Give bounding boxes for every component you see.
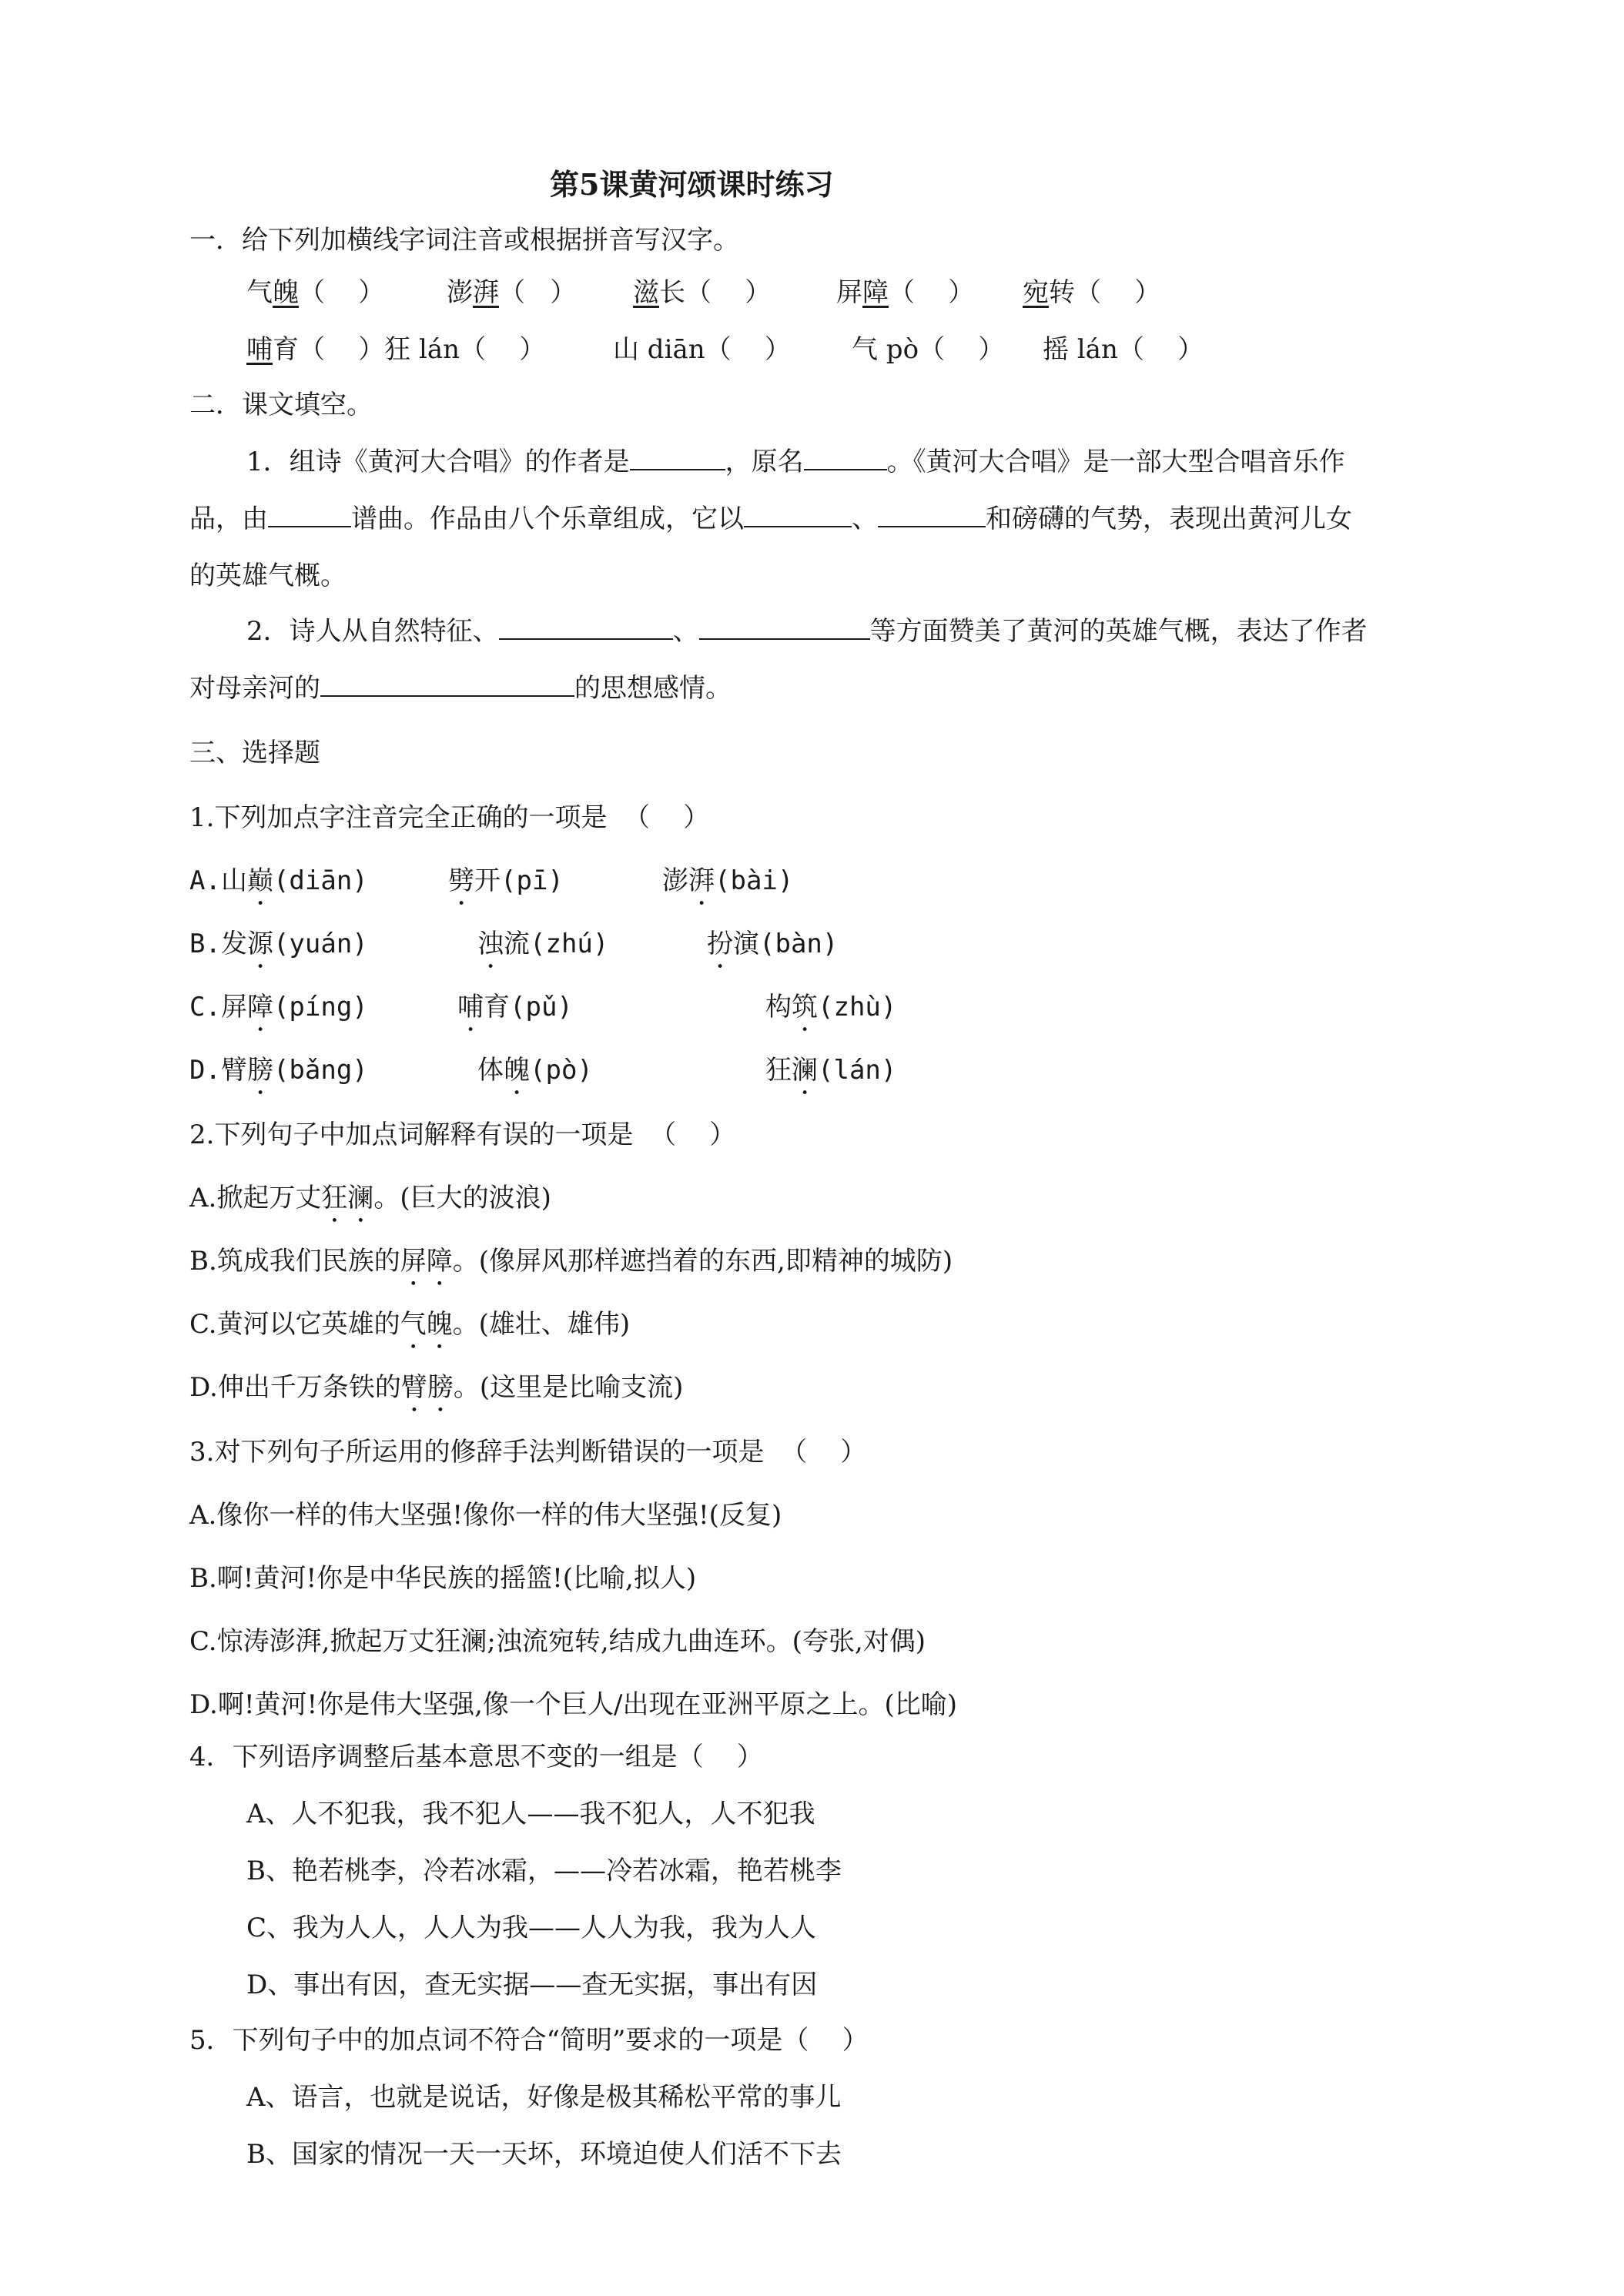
s3-q1-option-a-1: A.山巅(diān) (189, 865, 368, 896)
s3-q5-stem: 5．下列句子中的加点词不符合“简明”要求的一项是（ ） (189, 2025, 869, 2056)
s3-q1-stem: 1.下列加点字注音完全正确的一项是 （ ） (189, 802, 710, 833)
s3-q2-option-a: A.掀起万丈狂澜。(巨大的波浪) (189, 1183, 551, 1213)
blank-aspect-2[interactable] (699, 615, 870, 640)
s3-q1-option-a-2: 劈开(pī) (448, 865, 564, 896)
s3-q1-option-d-1: D.臂膀(bǎng) (189, 1055, 368, 1086)
section-3-heading: 三、选择题 (189, 738, 320, 768)
section-1-heading: 一．给下列加横线字词注音或根据拼音写汉字。 (189, 225, 739, 256)
s2-q2-line1: 2．诗人从自然特征、 、 等方面赞美了黄河的英雄气概，表达了作者 (246, 616, 1368, 647)
s3-q2-option-c: C.黄河以它英雄的气魄。(雄壮、雄伟) (189, 1309, 631, 1340)
s3-q1-option-d-3: 狂澜(lán) (765, 1055, 897, 1086)
s3-q1-option-b-3: 扮演(bàn) (707, 929, 839, 959)
blank-aspect-1[interactable] (499, 615, 673, 640)
s3-q1-option-b-2: 浊流(zhú) (477, 929, 609, 959)
blank-composer[interactable] (268, 503, 351, 527)
s3-q1-option-c-2: 哺育(pǔ) (457, 992, 573, 1022)
s3-q2-stem: 2.下列句子中加点词解释有误的一项是 （ ） (189, 1120, 736, 1150)
s3-q2-option-d: D.伸出千万条铁的臂膀。(这里是比喻支流) (189, 1372, 684, 1403)
s1-item-8: 气 pò（ ） (852, 334, 1005, 365)
s1-item-9: 摇 lán（ ） (1043, 334, 1204, 365)
s3-q3-option-c: C.惊涛澎湃,掀起万丈狂澜;浊流宛转,结成九曲连环。(夸张,对偶) (189, 1626, 926, 1657)
s3-q3-option-b: B.啊!黄河!你是中华民族的摇篮!(比喻,拟人) (189, 1563, 697, 1594)
s3-q5-option-b: B、国家的情况一天一天坏，环境迫使人们活不下去 (246, 2139, 842, 2170)
s3-q4-option-c: C、我为人人，人人为我——人人为我，我为人人 (246, 1913, 817, 1943)
s2-q2-line2: 对母亲河的 的思想感情。 (189, 673, 732, 704)
blank-feature-2[interactable] (878, 503, 986, 527)
section-2-heading: 二．课文填空。 (189, 390, 373, 420)
s1-item-1: 气魄（ ） (246, 277, 385, 308)
s1-item-4: 屏障（ ） (836, 277, 975, 308)
s3-q1-option-a-3: 澎湃(bài) (662, 865, 794, 896)
page-title: 第5课黄河颂课时练习 (550, 167, 834, 202)
s2-q1-line1: 1．组诗《黄河大合唱》的作者是 ，原名 。《黄河大合唱》是一部大型合唱音乐作 (246, 447, 1345, 477)
s3-q1-option-b-1: B.发源(yuán) (189, 929, 368, 959)
s3-q4-option-b: B、艳若桃李，冷若冰霜，——冷若冰霜，艳若桃李 (246, 1856, 842, 1886)
s2-q1-line3: 的英雄气概。 (189, 561, 347, 591)
s1-item-6: 哺育（ ）狂 lán（ ） (246, 334, 546, 365)
s3-q3-option-d: D.啊!黄河!你是伟大坚强,像一个巨人/出现在亚洲平原之上。(比喻) (189, 1689, 957, 1720)
s2-q1-line2: 品，由 谱曲。作品由八个乐章组成，它以 、 和磅礴的气势，表现出黄河儿女 (189, 504, 1352, 534)
blank-feature-1[interactable] (744, 503, 852, 527)
blank-author[interactable] (630, 446, 725, 470)
s3-q1-option-c-3: 构筑(zhù) (765, 992, 897, 1022)
s3-q4-option-d: D、事出有因，查无实据——查无实据，事出有因 (246, 1970, 818, 2000)
s1-item-3: 滋长（ ） (633, 277, 772, 308)
s3-q4-option-a: A、人不犯我，我不犯人——我不犯人，人不犯我 (246, 1799, 815, 1829)
blank-feeling[interactable] (320, 672, 574, 697)
s3-q2-option-b: B.筑成我们民族的屏障。(像屏风那样遮挡着的东西,即精神的城防) (189, 1246, 953, 1277)
s3-q1-option-c-1: C.屏障(píng) (189, 992, 368, 1022)
s3-q1-option-d-2: 体魄(pò) (477, 1055, 593, 1086)
s3-q4-stem: 4．下列语序调整后基本意思不变的一组是（ ） (189, 1742, 763, 1772)
s3-q3-stem: 3.对下列句子所运用的修辞手法判断错误的一项是 （ ） (189, 1437, 867, 1468)
blank-original-name[interactable] (804, 446, 887, 470)
s3-q3-option-a: A.像你一样的伟大坚强!像你一样的伟大坚强!(反复) (189, 1500, 782, 1531)
s1-item-5: 宛转（ ） (1023, 277, 1161, 308)
s1-item-2: 澎湃（ ） (447, 277, 577, 308)
s3-q5-option-a: A、语言，也就是说话，好像是极其稀松平常的事儿 (246, 2082, 842, 2113)
s1-item-7: 山 diān（ ） (613, 334, 791, 365)
